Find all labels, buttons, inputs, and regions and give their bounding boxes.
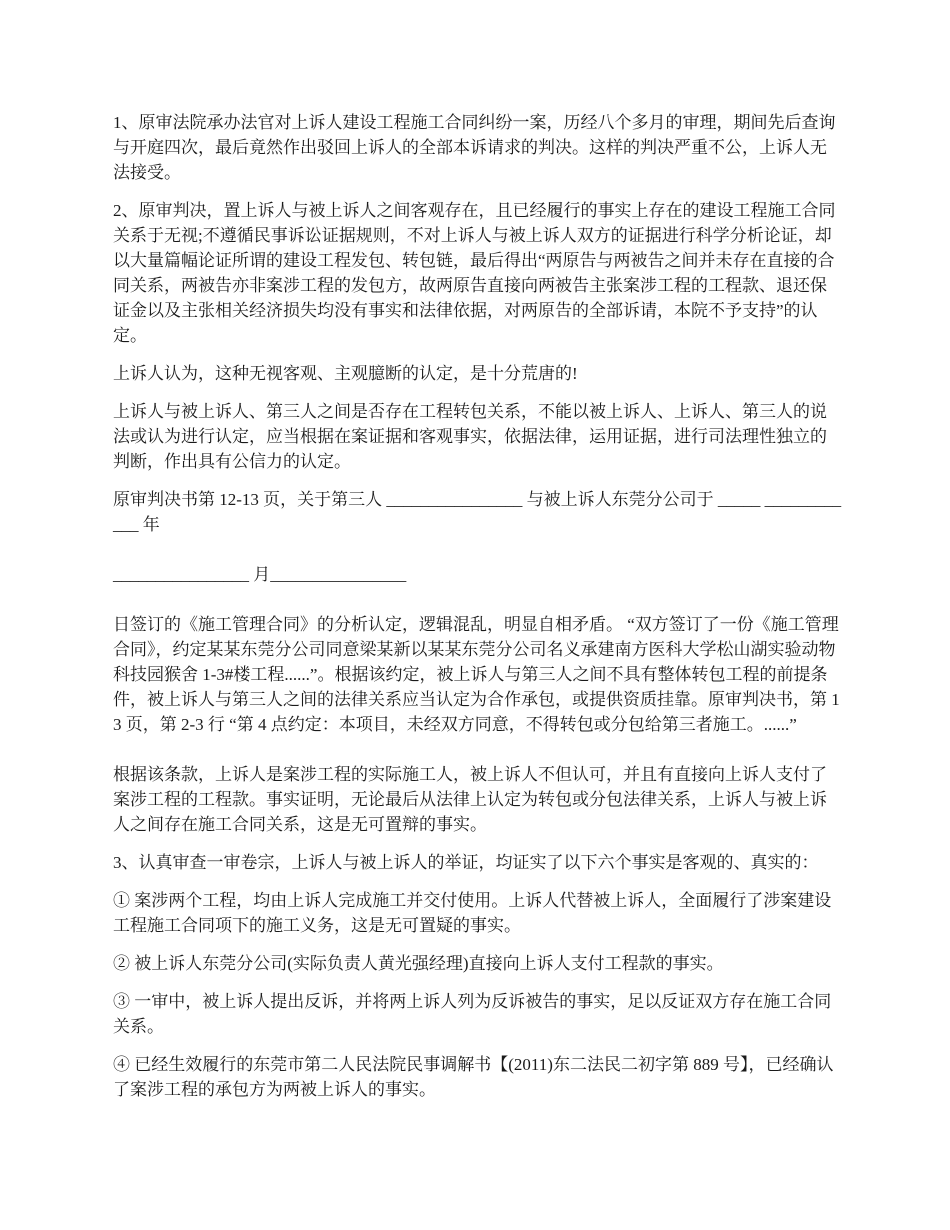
paragraph-1: 1、原审法院承办法官对上诉人建设工程施工合同纠纷一案，历经八个多月的审理，期间先后查询与开庭四次，最后竟然作出驳回上诉人的全部本诉请求的判决。这样的判决严重不公，上诉人无法接受。 [113,113,836,182]
paragraph-4: 上诉人与被上诉人、第三人之间是否存在工程转包关系，不能以被上诉人、上诉人、第三人的说法或认为进行认定，应当根据在案证据和客观事实，依据法律，运用证据，进行司法理性独立的判断，作出具有公信力的认定。 [113,402,827,471]
paragraph-3: 上诉人认为，这种无视客观、主观臆断的认定，是十分荒唐的! [113,364,578,383]
paragraph-13: ④ 已经生效履行的东莞市第二人民法院民事调解书【(2011)东二法民二初字第 889 号】，已经确认了案涉工程的承包方为两被上诉人的事实。 [113,1055,834,1099]
paragraph-12: ③ 一审中，被上诉人提出反诉，并将两上诉人列为反诉被告的事实，足以反证双方存在施工合同关系。 [113,992,832,1036]
paragraph-11: ② 被上诉人东莞分公司(实际负责人黄光强经理)直接向上诉人支付工程款的事实。 [113,954,724,973]
paragraph-7: 日签订的《施工管理合同》的分析认定，逻辑混乱，明显自相矛盾。 “双方签订了一份《施工管理合同》，约定某某东莞分公司同意梁某新以某某东莞分公司名义承建南方医科大学松山湖实验动物科技园猴舍 1-3#楼工程......”。根据该约定，被上诉人与第三人之间不具有整体转包工程的前提条件，被上诉人与第三人之间的法律关系应当认定为合作承包，或提供资质挂靠。原审判决书，第 13 页，第 2-3 行 “第 4 点约定：本项目，未经双方同意，不得转包或分包给第三者施工。......” [113,615,840,734]
paragraph-6: ________________ 月________________ [113,565,407,584]
document-page [113,110,843,1115]
paragraph-5: 原审判决书第 12-13 页，关于第三人 ________________ 与被上诉人东莞分公司于 _____ ____________ 年 [113,490,842,534]
paragraph-2: 2、原审判决，置上诉人与被上诉人之间客观存在，且已经履行的事实上存在的建设工程施工合同关系于无视;不遵循民事诉讼证据规则，不对上诉人与被上诉人双方的证据进行科学分析论证，却以大量篇幅论证所谓的建设工程发包、转包链，最后得出“两原告与两被告之间并未存在直接的合同关系，两被告亦非案涉工程的发包方，故两原告直接向两被告主张案涉工程的工程款、退还保证金以及主张相关经济损失均没有事实和法律依据，对两原告的全部诉请，本院不予支持”的认定。 [113,201,836,345]
paragraph-10: ① 案涉两个工程，均由上诉人完成施工并交付使用。上诉人代替被上诉人，全面履行了涉案建设工程施工合同项下的施工义务，这是无可置疑的事实。 [113,891,832,935]
paragraph-8: 根据该条款，上诉人是案涉工程的实际施工人，被上诉人不但认可，并且有直接向上诉人支付了案涉工程的工程款。事实证明，无论最后从法律上认定为转包或分包法律关系，上诉人与被上诉人之间存在施工合同关系，这是无可置辩的事实。 [113,765,827,834]
paragraph-9: 3、认真审查一审卷宗，上诉人与被上诉人的举证，均证实了以下六个事实是客观的、真实的： [113,853,819,872]
